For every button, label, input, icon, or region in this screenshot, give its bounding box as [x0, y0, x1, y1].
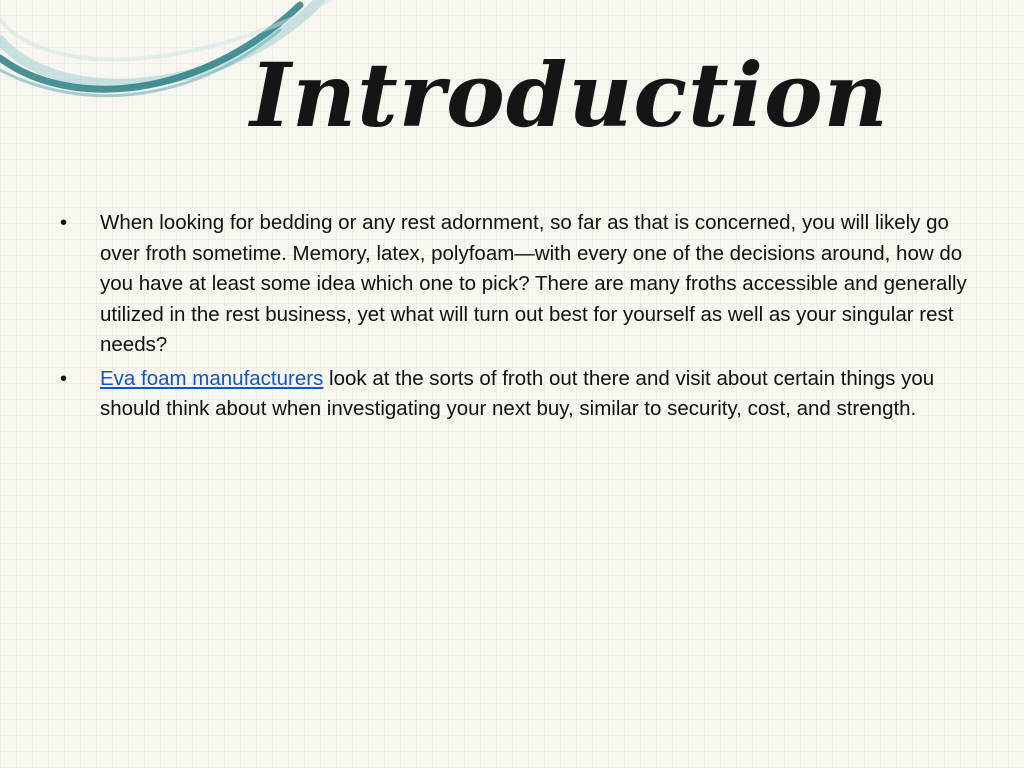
- bullet-text: When looking for bedding or any rest adornment, so far as that is concerned, you will likely go over froth sometime. Memory, latex, polyfoam—with every one of the decisions around, how do you have at least some idea which one to pick? There are many froths accessible and generally utilized in the rest business, yet what will turn out best for yourself as well as your singular rest needs?: [100, 211, 967, 356]
- bullet-dot-icon: •: [60, 212, 68, 234]
- bullet-item-2: [60, 364, 970, 425]
- bullet-item-1: [60, 208, 970, 361]
- slide-title: Introduction: [250, 43, 889, 147]
- bullet-list: [60, 208, 970, 428]
- bullet-dot-icon: •: [60, 367, 68, 390]
- bullet-text: look at the sorts of froth out there and visit about certain things you should think about when investigating your next buy, similar to security, cost, and strength.: [100, 366, 935, 420]
- eva-foam-manufacturers-link[interactable]: Eva foam manufacturers: [100, 366, 324, 390]
